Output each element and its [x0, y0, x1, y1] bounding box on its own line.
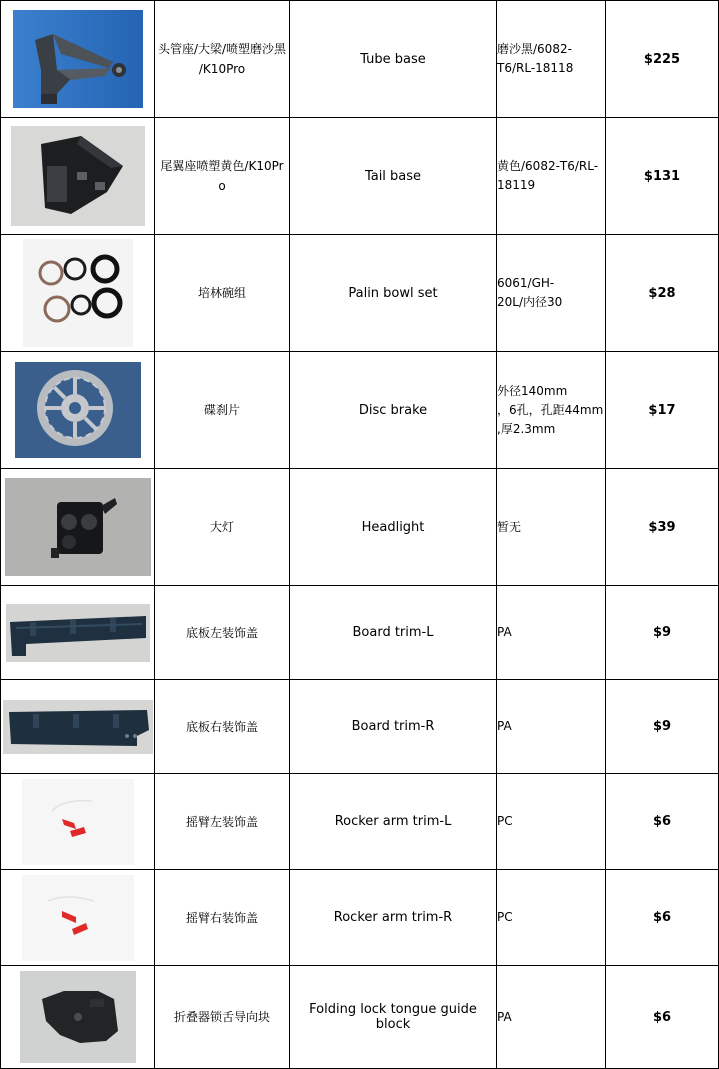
part-name-cn [155, 1, 290, 118]
table-row [1, 586, 719, 680]
rocker-arm-trim-right-photo [22, 875, 134, 961]
part-name-en: Tail base [290, 118, 497, 235]
spec-line: PA [497, 625, 512, 639]
part-price: $6 [606, 774, 719, 870]
part-name-cn [155, 966, 290, 1069]
part-spec [497, 586, 606, 680]
rocker-arm-trim-left-photo [22, 779, 134, 865]
part-price: $9 [606, 680, 719, 774]
spec-line: PC [497, 910, 513, 924]
part-spec [497, 870, 606, 966]
part-image-cell [1, 118, 155, 235]
part-price: $28 [606, 235, 719, 352]
table-row [1, 235, 719, 352]
spec-line: PC [497, 814, 513, 828]
cn-line: /K10Pro [198, 62, 246, 76]
spec-line: ，6孔，孔距44mm [497, 402, 604, 417]
part-image-cell [1, 1, 155, 118]
spec-line: PA [497, 1009, 512, 1024]
part-name-en: Tube base [290, 1, 497, 118]
cn-line: 底板左装饰盖 [185, 625, 258, 640]
part-name-en: Disc brake [290, 352, 497, 469]
part-name-en: Headlight [290, 469, 497, 586]
part-name-cn [155, 352, 290, 469]
part-price: $6 [606, 870, 719, 966]
cn-line: 摇臂左装饰盖 [185, 814, 258, 829]
part-name-cn [155, 680, 290, 774]
spec-line: 6061/GH- [497, 276, 555, 290]
table-row [1, 774, 719, 870]
part-spec [497, 235, 606, 352]
spec-line: 黄色/6082-T6/RL- [497, 159, 599, 173]
part-image-cell [1, 469, 155, 586]
part-spec [497, 118, 606, 235]
headlight-photo [5, 478, 151, 576]
board-trim-left-photo [6, 604, 150, 662]
spec-line: 18119 [497, 178, 536, 192]
cn-line: 培林碗组 [197, 286, 246, 300]
table-row [1, 118, 719, 235]
table-row [1, 352, 719, 469]
part-name-en: Palin bowl set [290, 235, 497, 352]
cn-line: 碟刹片 [203, 403, 240, 417]
part-price: $39 [606, 469, 719, 586]
spec-line: PA [497, 719, 512, 733]
tube-base-photo [13, 10, 143, 108]
part-image-cell [1, 966, 155, 1069]
cn-line: 摇臂右装饰盖 [185, 910, 258, 925]
part-spec [497, 1, 606, 118]
spec-line: 外径140mm [497, 383, 568, 398]
cn-line: 尾翼座喷塑黄色/K10Pr [160, 159, 284, 173]
table-row [1, 680, 719, 774]
spec-line: 20L/内径30 [497, 295, 563, 309]
spec-line: T6/RL-18118 [497, 61, 574, 75]
spec-line: 磨沙黑/6082- [497, 42, 572, 56]
cn-line: 折叠器锁舌导向块 [173, 1010, 270, 1024]
cn-line: 头管座/大梁/喷塑磨沙黑 [157, 42, 287, 56]
part-price: $17 [606, 352, 719, 469]
part-price: $6 [606, 966, 719, 1069]
part-name-cn [155, 870, 290, 966]
part-price: $225 [606, 1, 719, 118]
part-spec [497, 469, 606, 586]
part-name-cn [155, 469, 290, 586]
part-name-cn [155, 774, 290, 870]
part-spec [497, 352, 606, 469]
table-row [1, 1, 719, 118]
spec-line: ,厚2.3mm [497, 421, 556, 436]
table-row [1, 469, 719, 586]
part-spec [497, 680, 606, 774]
bearing-rings-photo [23, 239, 133, 347]
part-image-cell [1, 586, 155, 680]
cn-line: 底板右装饰盖 [185, 719, 258, 734]
board-trim-right-photo [3, 700, 153, 754]
part-spec [497, 774, 606, 870]
part-spec [497, 966, 606, 1069]
part-image-cell [1, 774, 155, 870]
part-name-cn [155, 118, 290, 235]
part-image-cell [1, 870, 155, 966]
folding-lock-block-photo [20, 971, 136, 1063]
cn-line: 大灯 [209, 520, 234, 534]
part-image-cell [1, 352, 155, 469]
table-row [1, 870, 719, 966]
part-name-en: Board trim-R [290, 680, 497, 774]
tail-base-photo [11, 126, 145, 226]
part-image-cell [1, 680, 155, 774]
disc-brake-photo [15, 362, 141, 458]
table-row [1, 966, 719, 1069]
part-name-en: Board trim-L [290, 586, 497, 680]
part-name-en: Rocker arm trim-L [290, 774, 497, 870]
part-name-cn [155, 586, 290, 680]
part-price: $131 [606, 118, 719, 235]
part-name-en: Folding lock tongue guide block [290, 966, 497, 1069]
part-price: $9 [606, 586, 719, 680]
part-image-cell [1, 235, 155, 352]
part-name-en: Rocker arm trim-R [290, 870, 497, 966]
spec-line: 暂无 [497, 519, 522, 534]
cn-line: o [218, 179, 226, 193]
part-name-cn [155, 235, 290, 352]
